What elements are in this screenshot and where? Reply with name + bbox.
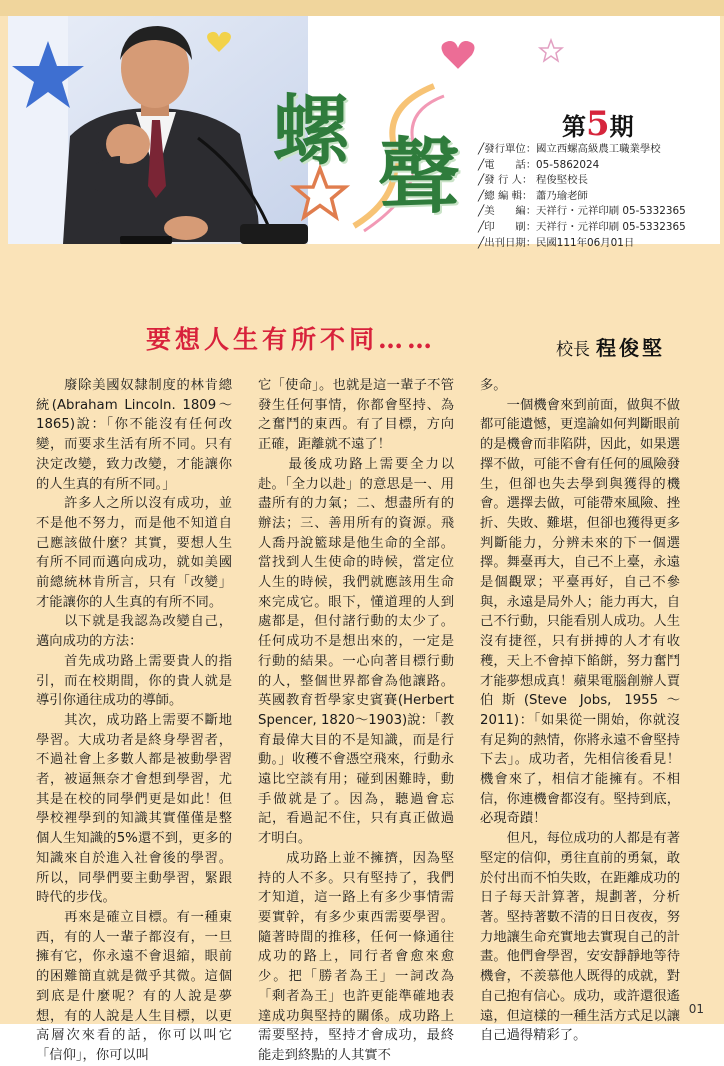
masthead-header	[8, 16, 720, 249]
issue-prefix: 第	[562, 112, 586, 141]
microphone-base	[240, 224, 308, 244]
paragraph: 廢除美國奴隸制度的林肯總統(Abraham Lincoln. 1809～1865)說：「你不能沒有任何改變，而要求生活有所不同。只有決定改變，致力改變，才能讓你的人生真的有所不同。」	[36, 378, 232, 492]
paragraph: 許多人之所以沒有成功，並不是他不努力，而是他不知道自己應該做什麼？其實，要想人生有所不同而邁向成功，就如美國前總統林肯所言，只有「改變」才能讓你的人生真的有所不同。	[36, 496, 232, 610]
paragraph: 首先成功路上需要貴人的指引，而在校期間，你的貴人就是導引你通往成功的導師。	[36, 653, 232, 709]
byline	[556, 332, 665, 361]
info-label: ╱印 刷：	[478, 220, 537, 233]
issue-number	[562, 104, 634, 144]
info-row	[478, 189, 718, 205]
author-role: 校長	[556, 340, 590, 360]
paragraph: 成功路上並不擁擠，因為堅持的人不多。只有堅持了，我們才知道，這一路上有多少事情需要實幹，有多少東西需要學習。隨著時間的推移，任何一條通往成功的路上，同行者會愈來愈少。把「勝者為王」一詞改為「剩者為王」也許更能準確地表達成功與堅持的關係。成功路上需要堅持，堅持才會成功，最終能走到終點的人其實不	[258, 850, 454, 1063]
info-value: 程俊堅校長	[536, 174, 588, 187]
paragraph: 多。	[480, 378, 507, 393]
heart-icon	[440, 38, 476, 72]
info-value: 05-5862024	[536, 158, 600, 171]
info-row	[478, 142, 718, 158]
info-value: 蕭乃瑜老師	[536, 189, 588, 202]
article-column-1	[36, 376, 232, 1066]
star-icon	[8, 36, 88, 116]
info-label: ╱發 行 人：	[478, 174, 533, 187]
info-label: ╱美 編：	[478, 205, 537, 218]
info-row	[478, 220, 718, 236]
top-border	[0, 0, 724, 16]
masthead-title-char-2: 聲	[378, 129, 461, 225]
info-value: 天祥行・元祥印刷 05-5332365	[536, 205, 686, 218]
info-row	[478, 236, 718, 252]
paragraph: 它「使命」。也就是這一輩子不管發生任何事情，你都會堅持、為之奮鬥的東西。有了目標，方向正確，距離就不遠了！	[258, 378, 454, 453]
info-value: 民國111年06月01日	[536, 236, 635, 249]
phone	[120, 236, 172, 244]
article-title: 要想人生有所不同……	[146, 325, 437, 354]
info-row	[478, 204, 718, 220]
paragraph: 但凡，每位成功的人都是有著堅定的信仰，勇往直前的勇氣，敢於付出而不怕失敗，在距離成功的日子每天計算著，規劃著，分析著。堅持著數不清的日日夜夜，努力地讓生命充實地去實現自己的計畫。他們會學習，安安靜靜地等待機會，不羨慕他人既得的成就，對自己抱有信心。成功，或許還很遙遠，但這樣的一種生活方式足以讓自己過得精彩了。	[480, 831, 680, 1044]
info-label: ╱總 編 輯：	[478, 189, 533, 202]
info-row	[478, 173, 718, 189]
heart-icon	[206, 30, 232, 54]
info-value: 天祥行・元祥印刷 05-5332365	[536, 220, 686, 233]
paragraph: 以下就是我認為改變自己，邁向成功的方法：	[36, 614, 232, 650]
star-icon	[538, 38, 564, 64]
info-label: ╱電 話：	[478, 158, 537, 171]
paragraph: 再來是確立目標。有一種東西，有的人一輩子都沒有，一旦擁有它，你永遠不會退縮，眼前的困難簡直就是微乎其微。這個到底是什麼呢？有的人說是夢想，有的人說是人生目標，以更高層次來看的話，你可以叫它「信仰」，你可以叫	[36, 909, 232, 1063]
info-value: 國立西螺高級農工職業學校	[536, 143, 661, 155]
author-name: 程俊堅	[596, 336, 665, 360]
info-label: ╱發行單位：	[478, 143, 537, 155]
paragraph: 其次，成功路上需要不斷地學習。大成功者是終身學習者，不過社會上多數人都是被動學習者，被逼無奈才會想到學習，尤其是在校的同學們更是如此！但學校裡學到的知識其實僅僅是整個人生知識的5%還不到，更多的知識來自於進入社會後的學習。所以，同學們要主動學習，緊跟時代的步伐。	[36, 712, 232, 906]
info-label: ╱出刊日期：	[478, 236, 537, 249]
issue-suffix: 期	[609, 112, 634, 141]
article-column-2	[258, 376, 454, 1066]
paragraph: 一個機會來到前面，做與不做都可能遺憾，更遑論如何判斷眼前的是機會而非陷阱，因此，如果選擇不做，可能不會有任何的風險發生，但卻也失去學到與獲得的機會。選擇去做，可能帶來風險、挫折、失敗、難堪，但卻也獲得更多判斷能力，分辨未來的下一個選擇。舞臺再大，自己不上臺，永遠是個觀眾；平臺再好，自己不參與，永遠是局外人；能力再大，自己不行動，只能看別人成功。人生沒有捷徑，只有拼搏的人才有收穫，天上不會掉下餡餅，努力奮鬥才能夢想成真！蘋果電腦創辦人賈伯斯(Steve Jobs, 1955～2011)：「如果從一開始，你就沒有足夠的熱情，你將永遠不會堅持下去」。成功者，先相信後看見！機會來了，相信才能擁有。不相信，你連機會都沒有。堅持到底，必現奇蹟！	[480, 397, 680, 827]
issue-digit: 5	[586, 104, 610, 144]
page-number: 01	[688, 1002, 704, 1016]
publication-info	[478, 142, 718, 251]
article-column-3	[480, 376, 680, 1046]
paragraph: 最後成功路上需要全力以赴。「全力以赴」的意思是一、用盡所有的力氣；二、想盡所有的辦法；三、善用所有的資源。飛人喬丹說籃球是他生命的全部。當找到人生使命的時候，當定位人生的時候，我們就應該用生命來完成它。眼下，懂道理的人到處都是，但付諸行動的太少了。任何成功不是想出來的，一定是行動的結果。一心向著目標行動的人，整個世界都會為他讓路。英國教育哲學家史賓賽(Herbert Spencer, 1820～1903)說：「教育最偉大目的不是知識，而是行動。」收穫不會憑空飛來，行動永遠比空談有用；碰到困難時，動手做就是了。因為，聽過會忘記，看過記不住，只有真正做過才明白。	[258, 456, 454, 847]
masthead-title-char-1: 螺	[273, 86, 349, 175]
info-row	[478, 158, 718, 174]
